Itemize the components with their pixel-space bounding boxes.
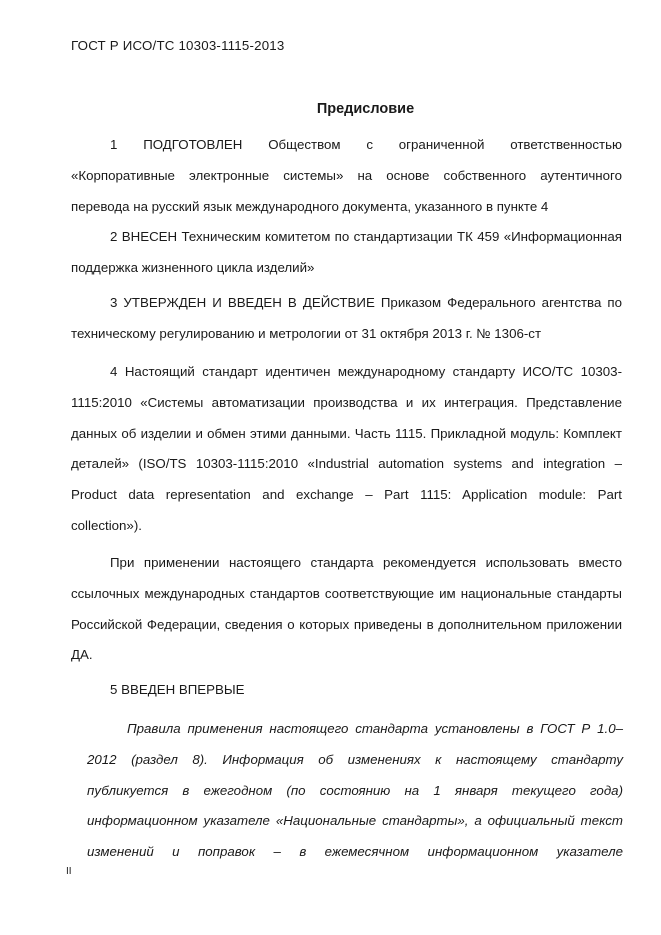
page-title: Предисловие [316, 101, 415, 117]
paragraph-application [71, 548, 622, 671]
text-line: При применении настоящего стандарта рекомендуется использовать вместо [110, 555, 622, 570]
text-line: данных об изделии и обмен этими данными. Часть 1115. Прикладной модуль: Комплект [71, 425, 622, 441]
paragraph-rules-italic [87, 714, 623, 868]
text-line: 4 Настоящий стандарт идентичен международному стандарту ИСО/ТС 10303- [110, 364, 622, 379]
text-line: 2 ВНЕСЕН Техническим комитетом по стандартизации ТК 459 «Информационная [110, 229, 622, 244]
text-line: изменений и поправок – в ежемесячном информационном указателе [87, 844, 623, 860]
document-header: ГОСТ Р ИСО/ТС 10303-1115-2013 [71, 38, 285, 53]
paragraph-introduced [71, 222, 622, 284]
text-line: деталей» (ISO/TS 10303-1115:2010 «Industrial automation systems and integration – [71, 456, 622, 472]
text-line: перевода на русский язык международного документа, указанного в пункте 4 [71, 198, 549, 214]
page-number: II [66, 866, 72, 877]
paragraph-prepared [71, 130, 622, 222]
text-line: поддержка жизненного цикла изделий» [71, 259, 315, 275]
paragraph-first-introduced [71, 675, 622, 706]
text-line: 5 ВВЕДЕН ВПЕРВЫЕ [110, 682, 245, 697]
text-line: публикуется в ежегодном (по состоянию на 1 января текущего года) [87, 782, 623, 798]
text-line: «Корпоративные электронные системы» на основе собственного аутентичного [71, 167, 622, 183]
text-line: ссылочных международных стандартов соответствующие им национальные стандарты [71, 585, 622, 601]
text-line: информационном указателе «Национальные стандарты», а официальный текст [87, 813, 623, 829]
text-line: техническому регулированию и метрологии от 31 октября 2013 г. № 1306-ст [71, 325, 542, 341]
paragraph-approved [71, 288, 622, 350]
text-line: 2012 (раздел 8). Информация об изменениях к настоящему стандарту [87, 751, 623, 767]
paragraph-identical-standard [71, 357, 622, 542]
text-line: Product data representation and exchange – Part 1115: Application module: Part [71, 487, 622, 503]
text-line: 3 УТВЕРЖДЕН И ВВЕДЕН В ДЕЙСТВИЕ Приказом Федерального агентства по [110, 295, 622, 310]
text-line: ДА. [71, 647, 93, 663]
text-line: collection»). [71, 517, 142, 533]
text-line: 1115:2010 «Системы автоматизации производства и их интеграция. Представление [71, 394, 622, 410]
text-line: 1 ПОДГОТОВЛЕН Обществом с ограниченной ответственностью [110, 137, 622, 152]
text-line: Российской Федерации, сведения о которых приведены в дополнительном приложении [71, 616, 622, 632]
text-line: Правила применения настоящего стандарта установлены в ГОСТ Р 1.0– [127, 721, 623, 736]
